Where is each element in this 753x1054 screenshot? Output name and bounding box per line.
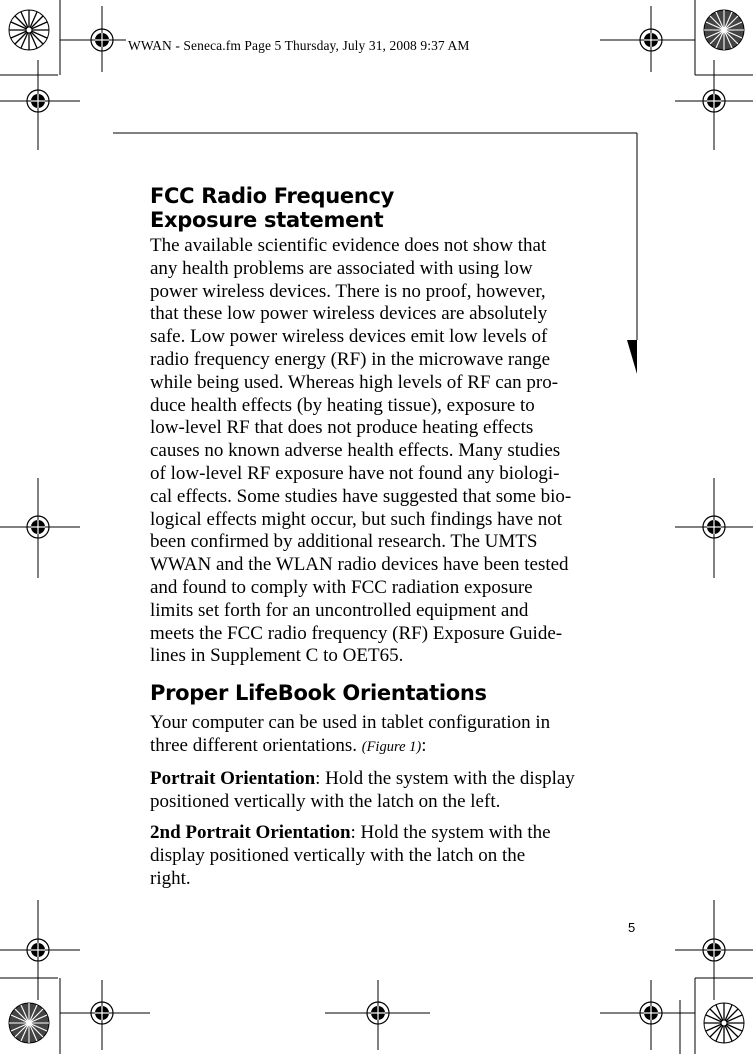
intro-text: three different orientations. xyxy=(150,734,357,756)
text-line: right. xyxy=(150,867,191,889)
term-label: 2nd Portrait Orientation xyxy=(150,822,351,844)
text-line xyxy=(150,735,610,759)
portrait-orientation-paragraph xyxy=(150,768,610,814)
page-number: 5 xyxy=(628,920,636,935)
text-line: logical effects might occur, but such findings have not xyxy=(150,508,563,530)
text-line: cal effects. Some studies have suggested that some bio- xyxy=(150,485,572,507)
text-line: power wireless devices. There is no proof, however, xyxy=(150,280,546,302)
header-slug: WWAN - Seneca.fm Page 5 Thursday, July 31, 2008 9:37 AM xyxy=(128,38,470,53)
text-line: while being used. Whereas high levels of RF can pro- xyxy=(150,371,559,393)
text-line: been confirmed by additional research. The UMTS xyxy=(150,531,538,553)
text-line: positioned vertically with the latch on the left. xyxy=(150,790,501,812)
text-line: radio frequency energy (RF) in the microwave range xyxy=(150,348,551,370)
text-line: safe. Low power wireless devices emit low levels of xyxy=(150,326,548,348)
text-line: lines in Supplement C to OET65. xyxy=(150,645,404,667)
text-line: WWAN and the WLAN radio devices have been tested xyxy=(150,554,569,576)
text-line xyxy=(150,768,610,791)
heading-line: Exposure statement xyxy=(150,208,384,232)
orientations-intro-paragraph xyxy=(150,712,610,759)
text-line: any health problems are associated with using low xyxy=(150,257,533,279)
text-line: duce health effects (by heating tissue), exposure to xyxy=(150,394,535,416)
text-line: limits set forth for an uncontrolled equipment and xyxy=(150,599,529,621)
text-line: meets the FCC radio frequency (RF) Exposure Guide- xyxy=(150,622,563,644)
text-line xyxy=(150,822,610,845)
heading-line: FCC Radio Frequency xyxy=(150,184,395,208)
section-heading-fcc xyxy=(150,184,610,232)
text-line: and found to comply with FCC radiation exposure xyxy=(150,576,533,598)
text-line: display positioned vertically with the latch on the xyxy=(150,845,526,867)
text-line: Your computer can be used in tablet configuration in xyxy=(150,712,551,734)
text-line: causes no known adverse health effects. Many studies xyxy=(150,440,561,462)
text-line: low-level RF that does not produce heating effects xyxy=(150,417,534,439)
fcc-statement-paragraph xyxy=(150,235,610,668)
colon: : xyxy=(421,734,427,756)
section-heading-orientations: Proper LifeBook Orientations xyxy=(150,681,487,706)
text-line: The available scientific evidence does not show that xyxy=(150,235,547,256)
second-portrait-orientation-paragraph xyxy=(150,822,610,890)
text-line: that these low power wireless devices are absolutely xyxy=(150,303,548,325)
term-text: : Hold the system with the xyxy=(350,822,551,844)
term-label: Portrait Orientation xyxy=(150,767,316,789)
main-content xyxy=(150,184,610,891)
text-line: of low-level RF exposure have not found any biologi- xyxy=(150,462,560,484)
figure-reference: (Figure 1) xyxy=(361,738,422,755)
term-text: : Hold the system with the display xyxy=(315,767,575,789)
